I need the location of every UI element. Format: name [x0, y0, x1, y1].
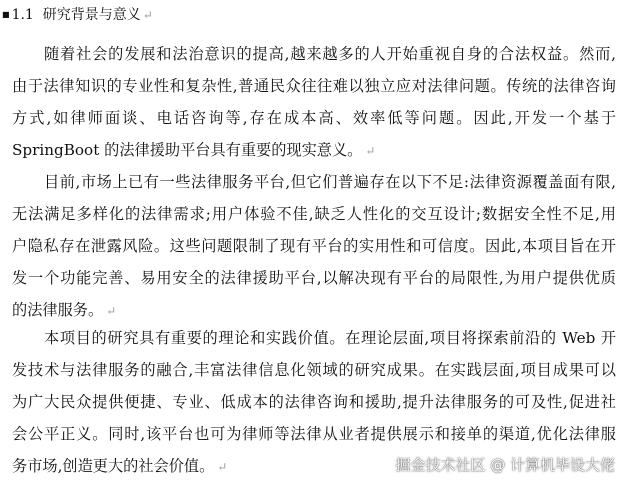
paragraph-mark-icon: ↵ [365, 144, 376, 158]
text-line [12, 296, 616, 325]
text-line [12, 136, 616, 165]
text-line-content: SpringBoot 的法律援助平台具有重要的现实意义。 [12, 141, 363, 159]
text-line: 发一个功能完善、易用安全的法律援助平台,以解决现有平台的局限性,为用户提供优质 [12, 269, 616, 287]
section-heading [2, 4, 153, 26]
text-line: 会公平正义。同时,该平台也可为律师等法律从业者提供展示和接单的渠道,优化法律服 [12, 425, 616, 443]
text-line: 户隐私存在泄露风险。这些问题限制了现有平台的实用性和可信度。因此,本项目旨在开 [12, 237, 616, 255]
section-number: 1.1 [11, 7, 34, 23]
text-line: 由于法律知识的专业性和复杂性,普通民众往往难以独立应对法律问题。传统的法律咨询 [12, 77, 616, 95]
heading-bullet: ■ [2, 10, 10, 19]
paragraph-mark-icon: ↵ [142, 8, 153, 22]
text-line: 为广大民众提供便捷、专业、低成本的法律咨询和援助,提升法律服务的可及性,促进社 [12, 393, 616, 411]
text-line-content: 务市场,创造更大的社会价值。 [12, 457, 215, 475]
section-title: 研究背景与意义 [42, 7, 141, 23]
paragraph-mark-icon: ↵ [217, 460, 228, 474]
text-line-content: 的法律服务。 [12, 301, 104, 319]
watermark: 掘金技术社区 @ 计算机毕设大佬 [395, 456, 615, 474]
text-line: 方式,如律师面谈、电话咨询等,存在成本高、效率低等问题。因此,开发一个基于 [12, 109, 616, 127]
text-line: 目前,市场上已有一些法律服务平台,但它们普遍存在以下不足:法律资源覆盖面有限, [44, 173, 616, 191]
text-line: 发技术与法律服务的融合,丰富法律信息化领域的研究成果。在实践层面,项目成果可以 [12, 361, 616, 379]
text-line: 无法满足多样化的法律需求;用户体验不佳,缺乏人性化的交互设计;数据安全性不足,用 [12, 205, 616, 223]
paragraph-mark-icon: ↵ [106, 304, 117, 318]
text-line: 随着社会的发展和法治意识的提高,越来越多的人开始重视自身的合法权益。然而, [44, 45, 616, 63]
text-line: 本项目的研究具有重要的理论和实践价值。在理论层面,项目将探索前沿的 Web 开 [44, 329, 616, 347]
